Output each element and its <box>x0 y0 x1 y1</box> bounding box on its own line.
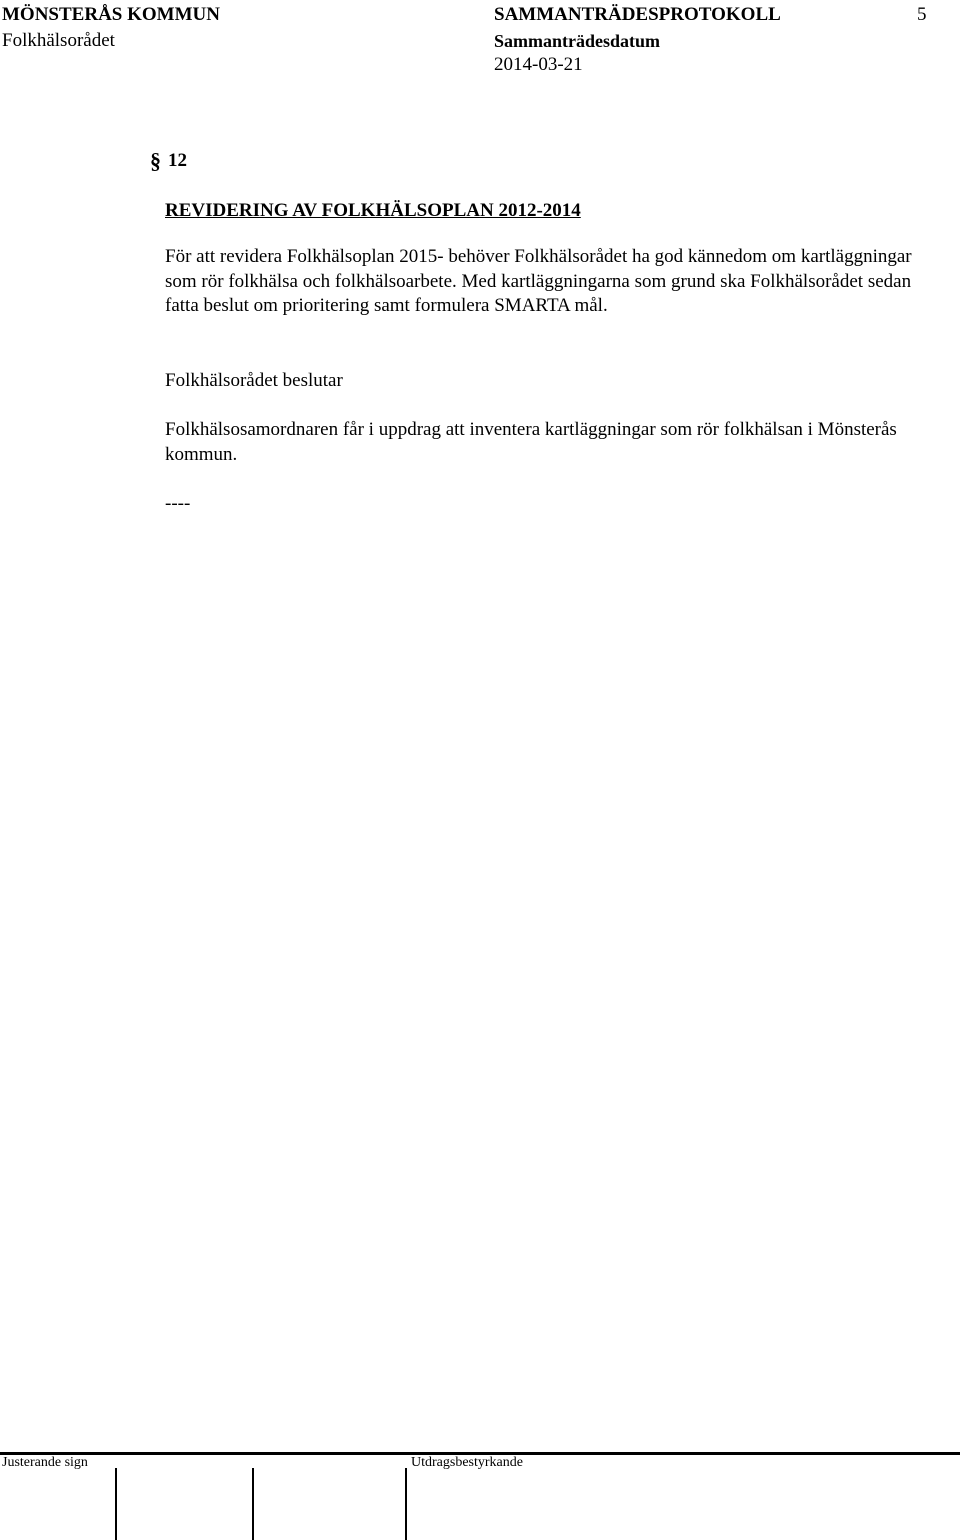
page-number: 5 <box>917 4 927 25</box>
document-type: SAMMANTRÄDESPROTOKOLL <box>494 4 781 25</box>
department-name: Folkhälsorådet <box>2 30 115 51</box>
intro-paragraph: För att revidera Folkhälsoplan 2015- behöver Folkhälsorådet ha god kännedom om kartläggningar som rör folkhälsa och folkhälsoarbete. Med kartläggningarna som grund ska Folkhälsorådet sedan fatta beslut om prioritering samt formulera SMARTA mål. <box>165 246 912 316</box>
section-title: REVIDERING AV FOLKHÄLSOPLAN 2012-2014 <box>165 200 581 221</box>
meeting-date-label: Sammanträdesdatum <box>494 31 661 51</box>
section-end-mark: ---- <box>165 493 191 514</box>
paragraph-sign: § <box>150 148 161 173</box>
justerande-sign-label: Justerande sign <box>2 1455 88 1470</box>
meeting-date: 2014-03-21 <box>494 54 583 75</box>
paragraph-number: 12 <box>168 150 187 171</box>
signature-box-divider <box>115 1468 117 1540</box>
signature-box-divider <box>405 1468 407 1540</box>
decision-heading: Folkhälsorådet beslutar <box>165 370 343 391</box>
signature-box-divider <box>252 1468 254 1540</box>
utdragsbestyrkande-label: Utdragsbestyrkande <box>411 1455 523 1470</box>
organization-name: MÖNSTERÅS KOMMUN <box>2 4 220 25</box>
decision-paragraph: Folkhälsosamordnaren får i uppdrag att inventera kartläggningar som rör folkhälsan i Mönsterås kommun. <box>165 419 897 465</box>
